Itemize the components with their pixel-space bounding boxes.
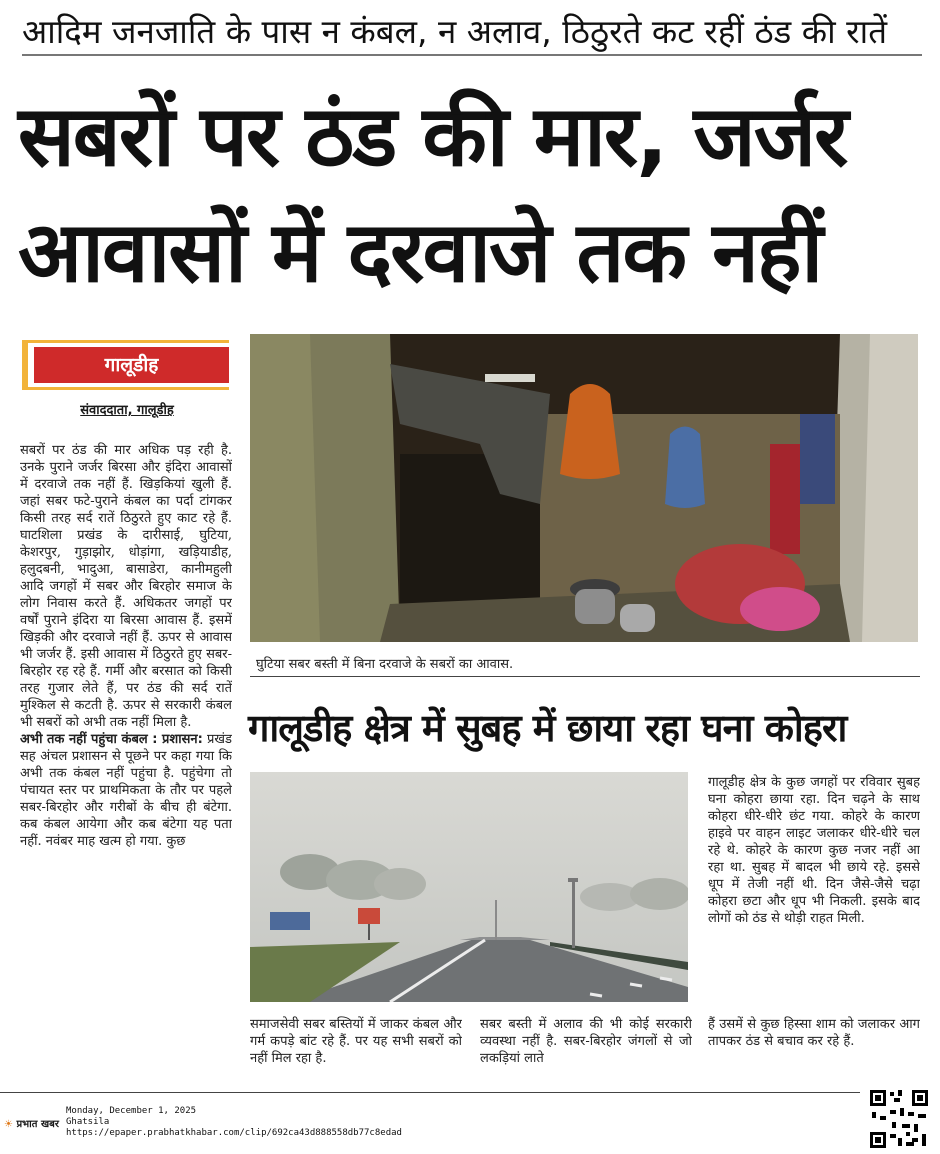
photo1-caption: घुटिया सबर बस्ती में बिना दरवाजे के सबरों का आवास. xyxy=(256,657,514,672)
logo-text: प्रभात खबर xyxy=(16,1119,59,1130)
logo-sun-icon: ☀ xyxy=(4,1119,13,1130)
fog-story-headline: गालूडीह क्षेत्र में सुबह में छाया रहा घना कोहरा xyxy=(248,706,847,750)
footer-meta xyxy=(66,1106,666,1139)
kicker-headline: आदिम जनजाति के पास न कंबल, न अलाव, ठिठुरते कट रहीं ठंड की रातें xyxy=(22,10,922,56)
story1-body: सबरों पर ठंड की मार अधिक पड़ रही है. उनके पुराने जर्जर बिरसा और इंदिरा आवासों में दरवाजे तक नहीं हैं. खिड़कियां खुली हैं. जहां सबर फटे-पुराने कंबल का पर्दा टांगकर किसी तरह सर्द रातें ठिठुरते हुए काट रहे हैं. घाटशिला प्रखंड के दारीसाई, घुटिया, केशरपुर, गुड़ाझोर, धोड़ांगा, खड़ियाडीह, हलुदबनी, भादुआ, बासाडेरा, कानीमहुली आदि जगहों में सबर और बिरहोर समाज के लोग निवास करते हैं. अधिकतर जगहों पर वर्षों पुराने इंदिरा या बिरसा आवास हैं. इसमें खिड़की और दरवाजे नहीं हैं. ऊपर से आवास भी जर्जर हैं. इसी आवास में ठिठुरते हुए सबर-बिरहोर रह रहे हैं. गर्मी और बरसात को किसी तरह गुजार लेते हैं, पर ठंड की सर्द रातें मुश्किल से कटती है. ऊपर से सरकारी कंबल भी सबरों को अभी तक नहीं मिला है. xyxy=(20,443,232,730)
hut-interior-photo xyxy=(250,334,918,642)
footer-edition: Ghatsila xyxy=(66,1117,110,1127)
byline: संवाददाता, गालूडीह xyxy=(80,403,174,418)
section-divider xyxy=(250,676,920,677)
story1-body2: प्रखंड सह अंचल प्रशासन से पूछने पर कहा गया कि अभी तक कंबल नहीं पहुंचा है. पहुंचेगा तो पंचायत स्तर पर प्राथमिकता के तौर पर पहले सबर-बिरहोर और गरीबों के बीच ही बंटेगा. कब कंबल आयेगा और कब बंटेगा यह पता नहीं. नवंबर माह खत्म हो गया. कुछ xyxy=(20,732,232,849)
main-headline-line1: सबरों पर ठंड की मार, जर्जर xyxy=(18,87,847,185)
bottom-column-3: हैं उसमें से कुछ हिस्सा शाम को जलाकर आग तापकर ठंड से बचाव कर रहे हैं. xyxy=(708,1017,920,1049)
foggy-highway-photo xyxy=(250,772,688,1002)
qr-code-icon[interactable] xyxy=(868,1088,930,1150)
story1-column xyxy=(20,442,232,1082)
main-headline-line2: आवासों में दरवाजे तक नहीं xyxy=(18,203,822,301)
newspaper-logo xyxy=(4,1116,64,1130)
footer-divider xyxy=(0,1092,860,1093)
story1-subhead: अभी तक नहीं पहुंचा कंबल : प्रशासन: xyxy=(20,732,203,747)
bottom-column-1: समाजसेवी सबर बस्तियों में जाकर कंबल और गर्म कपड़े बांट रहे हैं. पर यह सभी सबरों को नहीं मिल रहा है. xyxy=(250,1017,462,1066)
footer-date: Monday, December 1, 2025 xyxy=(66,1106,197,1116)
dateline-label: गालूडीह xyxy=(34,347,229,383)
footer-url[interactable]: https://epaper.prabhatkhabar.com/clip/692ca43d888558db77c8edad xyxy=(66,1128,402,1138)
dateline-tag xyxy=(22,340,229,390)
fog-story-body: गालूडीह क्षेत्र के कुछ जगहों पर रविवार सुबह घना कोहरा छाया रहा. दिन चढ़ने के साथ कोहरा धीरे-धीरे छंट गया. कोहरे के कारण हाइवे पर वाहन लाइट जलाकर धीरे-धीरे चल रहे थे. कोहरे के कारण कुछ नजर नहीं आ रहा था. सुबह में बादल भी छाये रहे. इससे धूप में तेजी नहीं थी. दिन जैसे-जैसे चढ़ा कोहरा छटा और धूप भी निकली. इसके बाद लोगों को ठंड से थोड़ी राहत मिली. xyxy=(708,775,920,926)
bottom-column-2: सबर बस्ती में अलाव की भी कोई सरकारी व्यवस्था नहीं है. सबर-बिरहोर जंगलों से जो लकड़ियां लाते xyxy=(480,1017,692,1066)
